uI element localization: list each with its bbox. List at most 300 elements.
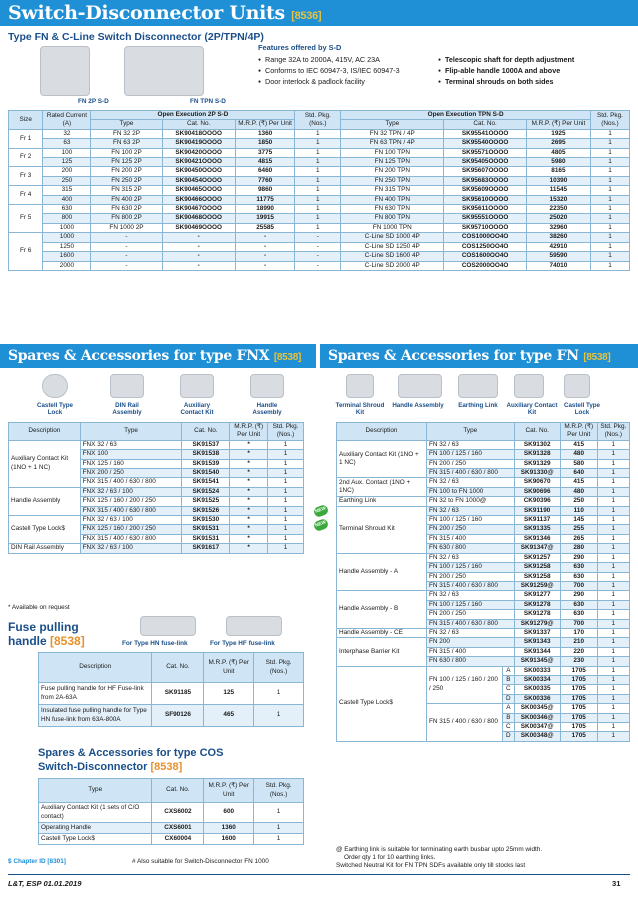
table-cell: 800 <box>43 214 91 223</box>
col-std: Std. Pkg. (Nos.) <box>254 779 304 803</box>
section-header-bar <box>0 0 638 26</box>
fnx-icon-caption: Handle Assembly <box>252 402 282 416</box>
description-cell: Earthing Link <box>337 497 427 506</box>
table-cell: 1 <box>295 167 341 176</box>
table-cell: 1 <box>590 261 629 270</box>
fn-section-title: Type FN & C-Line Switch Disconnector (2P/TPN/4P) <box>8 31 264 43</box>
feature-item: ● Terminal shrouds on both sides <box>438 77 574 88</box>
table-cell: * <box>230 450 268 459</box>
col-type: Type <box>80 423 182 441</box>
table-cell: FN 100 2P <box>91 148 162 157</box>
table-cell: 125 <box>43 158 91 167</box>
table-cell: FNX 125 / 160 <box>80 459 182 468</box>
description-cell: Castell Type Lock$ <box>337 666 427 741</box>
table-cell: 1 <box>597 600 629 609</box>
table-row <box>9 148 630 157</box>
table-cell: 1000 <box>43 223 91 232</box>
table-cell: 1 <box>295 139 341 148</box>
table-cell: 1 <box>268 487 304 496</box>
col-mrp: M.R.P. (₹) Per Unit <box>204 653 254 683</box>
table-cell: 1 <box>590 195 629 204</box>
aux-contact-image <box>180 374 214 398</box>
table-cell: 1 <box>590 186 629 195</box>
earthing-link-image <box>458 374 498 398</box>
table-row <box>9 139 630 148</box>
table-cell: 630 <box>560 572 597 581</box>
features-right <box>438 55 574 89</box>
table-cell: FN 315 TPN <box>341 186 444 195</box>
table-cell: SK91538 <box>182 450 230 459</box>
table-cell: C <box>503 723 515 732</box>
table-cell: SK91337 <box>514 628 560 637</box>
table-cell: FNX 200 / 250 <box>80 469 182 478</box>
col-mrp: M.R.P. (₹) Per Unit <box>235 120 295 129</box>
table-cell: 1 <box>268 516 304 525</box>
table-cell: 25020 <box>526 214 590 223</box>
table-cell: * <box>230 487 268 496</box>
table-cell: SK91278 <box>514 610 560 619</box>
col-type: Type <box>39 779 152 803</box>
hash-note: # Also suitable for Switch-Disconnector FN 1000 <box>132 858 269 865</box>
table-cell: 1 <box>597 506 629 515</box>
table-cell: 1 <box>597 450 629 459</box>
description-cell: Handle Assembly - A <box>337 553 427 591</box>
table-cell: 1 <box>268 506 304 515</box>
table-cell: FN 200 / 250 <box>426 610 514 619</box>
table-cell: FN 200 <box>426 638 514 647</box>
table-cell: 1 <box>597 469 629 478</box>
table-row <box>9 167 630 176</box>
table-cell: 1 <box>597 657 629 666</box>
table-cell: 580 <box>560 459 597 468</box>
table-cell: FN 100 TPN <box>341 148 444 157</box>
cos-table <box>38 778 304 845</box>
table-cell: B <box>503 713 515 722</box>
table-cell: 1 <box>295 129 341 138</box>
table-cell: * <box>230 516 268 525</box>
table-cell: 145 <box>560 516 597 525</box>
col-group-tpn: Open Execution TPN S-D <box>341 111 591 120</box>
table-cell: 400 <box>43 195 91 204</box>
table-cell: 1 <box>597 704 629 713</box>
table-cell: FN 32 / 63 <box>426 478 514 487</box>
table-cell: 1 <box>268 469 304 478</box>
table-cell: SK95710OOOO <box>444 223 526 232</box>
table-cell: SK95571OOOO <box>444 148 526 157</box>
col-std: Std. Pkg. (Nos.) <box>254 653 304 683</box>
table-cell: - <box>162 252 235 261</box>
table-cell: FN 250 2P <box>91 176 162 185</box>
table-cell: SK95610OOOO <box>444 195 526 204</box>
table-cell: 63 <box>43 139 91 148</box>
fn-icon-caption: Earthing Link <box>458 402 498 409</box>
feature-item: ● Conforms to IEC 60947-3, IS/IEC 60947-3 <box>258 66 400 77</box>
table-cell: SK91530 <box>182 516 230 525</box>
table-cell: SK91344 <box>514 647 560 656</box>
table-cell: 110 <box>560 506 597 515</box>
table-cell: FN 315 / 400 <box>426 647 514 656</box>
table-cell: 255 <box>560 525 597 534</box>
hn-fuse-handle-image <box>140 616 196 636</box>
table-cell: SK00345@ <box>514 704 560 713</box>
table-cell: 1705 <box>560 694 597 703</box>
table-cell: SK91259@ <box>514 581 560 590</box>
table-cell: - <box>295 261 341 270</box>
table-cell: 74010 <box>526 261 590 270</box>
size-cell: Fr 1 <box>9 129 43 148</box>
table-cell: 1705 <box>560 704 597 713</box>
table-cell: 1705 <box>560 732 597 741</box>
description-cell: Terminal Shroud Kit <box>337 506 427 553</box>
table-cell: - <box>235 252 295 261</box>
table-cell: Castell Type Lock$ <box>39 834 152 845</box>
table-cell: 1705 <box>560 685 597 694</box>
table-row <box>9 129 630 138</box>
type-cell: FN 315 / 400 / 630 / 800 <box>426 704 502 742</box>
table-row <box>39 803 304 823</box>
table-cell: SK91539 <box>182 459 230 468</box>
table-cell: SK90420OOOO <box>162 148 235 157</box>
table-cell: 1850 <box>235 139 295 148</box>
table-cell: COS1000OO4O <box>444 233 526 242</box>
fnx-icon-caption: Castell Type Lock <box>37 402 73 416</box>
table-cell: 480 <box>560 487 597 496</box>
table-cell: 250 <box>560 497 597 506</box>
table-cell: SK90467OOOO <box>162 205 235 214</box>
table-cell: 170 <box>560 628 597 637</box>
table-cell: 1 <box>590 223 629 232</box>
table-cell: 1 <box>597 713 629 722</box>
table-cell: FN 315 / 400 / 630 / 800 <box>426 619 514 628</box>
table-cell: 1 <box>597 610 629 619</box>
table-cell: SK91526 <box>182 506 230 515</box>
table-cell: 10390 <box>526 176 590 185</box>
table-cell: 3775 <box>235 148 295 157</box>
table-cell: 290 <box>560 591 597 600</box>
table-cell: SK91278 <box>514 600 560 609</box>
table-row <box>9 544 304 553</box>
col-mrp: M.R.P. (₹) Per Unit <box>526 120 590 129</box>
table-row <box>337 497 630 506</box>
table-cell: SK91302 <box>514 440 560 449</box>
table-cell: 1360 <box>235 129 295 138</box>
table-cell: SK90670 <box>514 478 560 487</box>
table-cell: * <box>230 506 268 515</box>
table-cell: 59590 <box>526 252 590 261</box>
table-cell: SK00346@ <box>514 713 560 722</box>
table-row <box>9 487 304 496</box>
table-cell: B <box>503 675 515 684</box>
table-cell: FN 315 / 400 <box>426 534 514 543</box>
table-cell: * <box>230 469 268 478</box>
castell-lock-image <box>42 374 68 398</box>
table-row <box>9 252 630 261</box>
table-cell: C-Line SD 1250 4P <box>341 242 444 251</box>
table-cell: 1 <box>590 158 629 167</box>
features-title: Features offered by S-D <box>258 43 342 52</box>
table-cell: SK91328 <box>514 450 560 459</box>
description-cell: Handle Assembly <box>9 487 81 515</box>
type-cell: FN 100 / 125 / 160 / 200 / 250 <box>426 666 502 704</box>
table-cell: 1 <box>590 205 629 214</box>
table-cell: CX60004 <box>152 834 204 845</box>
table-cell: FN 100 to FN 1000 <box>426 487 514 496</box>
table-cell: FN 1000 TPN <box>341 223 444 232</box>
description-cell: Auxiliary Contact Kit (1NO + 1 NC) <box>9 440 81 487</box>
table-cell: SK00347@ <box>514 723 560 732</box>
table-cell: SK91347@ <box>514 544 560 553</box>
fn-price-table <box>8 110 630 271</box>
table-row <box>9 516 304 525</box>
col-type: Type <box>341 120 444 129</box>
table-cell: - <box>91 242 162 251</box>
table-cell: 8165 <box>526 167 590 176</box>
fuse-table <box>38 652 304 727</box>
table-cell: A <box>503 666 515 675</box>
description-cell: Handle Assembly - CE <box>337 628 427 637</box>
fn-acc-table <box>336 422 630 742</box>
fn-icon-caption: Castell Type Lock <box>564 402 600 416</box>
table-cell: FN 100 / 125 / 160 <box>426 600 514 609</box>
col-cat: Cat. No. <box>444 120 526 129</box>
table-row <box>9 195 630 204</box>
table-cell: - <box>162 242 235 251</box>
table-cell: 1 <box>268 525 304 534</box>
table-cell: FN 400 2P <box>91 195 162 204</box>
table-row <box>9 440 304 449</box>
table-cell: FN 125 2P <box>91 158 162 167</box>
table-cell: SK91258 <box>514 572 560 581</box>
table-row <box>337 553 630 562</box>
table-cell: 1 <box>268 544 304 553</box>
fnx-note: * Available on request <box>8 604 70 611</box>
col-rated: Rated Current (A) <box>43 111 91 130</box>
table-cell: 265 <box>560 534 597 543</box>
table-cell: 1705 <box>560 675 597 684</box>
table-row <box>337 478 630 487</box>
table-cell: 1 <box>597 732 629 741</box>
table-cell: FN 32 / 63 <box>426 553 514 562</box>
description-cell: 2nd Aux. Contact (1NO + 1NC) <box>337 478 427 497</box>
handle-assembly-image <box>250 374 284 398</box>
table-cell: SK91541 <box>182 478 230 487</box>
table-cell: FN 100 / 125 / 160 <box>426 563 514 572</box>
table-cell: SK91345@ <box>514 657 560 666</box>
col-std: Std. Pkg. (Nos.) <box>597 423 629 441</box>
table-cell: 1 <box>597 581 629 590</box>
table-cell: SK91258 <box>514 563 560 572</box>
table-cell: FNX 315 / 400 / 630 / 800 <box>80 478 182 487</box>
table-cell: D <box>503 732 515 741</box>
table-cell: FN 250 TPN <box>341 176 444 185</box>
feature-item: ● Flip-able handle 1000A and above <box>438 66 574 77</box>
table-cell: 4805 <box>526 148 590 157</box>
table-cell: Insulated fuse pulling handle for Type HN fuse-link from 63A-800A <box>39 705 152 727</box>
table-cell: FN 32 / 63 <box>426 591 514 600</box>
table-cell: 1 <box>268 478 304 487</box>
table-cell: SK95551OOOO <box>444 214 526 223</box>
table-cell: 630 <box>560 563 597 572</box>
table-cell: 1 <box>597 459 629 468</box>
table-cell: - <box>162 233 235 242</box>
table-cell: 230 <box>560 657 597 666</box>
table-cell: - <box>235 261 295 270</box>
table-cell: FNX 32 / 63 / 100 <box>80 487 182 496</box>
table-cell: SK95683OOOO <box>444 176 526 185</box>
new-badge: NEW <box>313 504 330 518</box>
description-cell: Handle Assembly - B <box>337 591 427 629</box>
table-cell: 1 <box>597 525 629 534</box>
table-cell: FNX 32 / 63 / 100 <box>80 544 182 553</box>
table-cell: 1 <box>590 214 629 223</box>
description-cell: Castell Type Lock$ <box>9 516 81 544</box>
table-cell: 1 <box>268 440 304 449</box>
table-cell: 200 <box>43 167 91 176</box>
footer-rule <box>8 874 630 875</box>
table-cell: 280 <box>560 544 597 553</box>
fnx-icon-caption: DIN Rail Assembly <box>112 402 142 416</box>
hf-fuse-handle-image <box>226 616 282 636</box>
table-cell: 480 <box>560 450 597 459</box>
page-number: 31 <box>612 879 621 888</box>
table-row <box>337 440 630 449</box>
table-cell: 1 <box>590 148 629 157</box>
table-row <box>9 214 630 223</box>
table-cell: FN 200 / 250 <box>426 525 514 534</box>
table-cell: SK91137 <box>514 516 560 525</box>
table-cell: 1 <box>254 823 304 834</box>
table-cell: 1925 <box>526 129 590 138</box>
table-cell: 1 <box>597 666 629 675</box>
table-cell: 6460 <box>235 167 295 176</box>
table-cell: 1 <box>597 675 629 684</box>
table-cell: FN 400 TPN <box>341 195 444 204</box>
table-cell: C-Line SD 1000 4P <box>341 233 444 242</box>
table-cell: FN 630 / 800 <box>426 657 514 666</box>
table-cell: FN 32 to FN 1000@ <box>426 497 514 506</box>
table-cell: 32960 <box>526 223 590 232</box>
table-cell: 1705 <box>560 723 597 732</box>
table-cell: FNX 125 / 160 / 200 / 250 <box>80 497 182 506</box>
table-cell: 1000 <box>43 233 91 242</box>
table-row <box>9 261 630 270</box>
table-cell: 1 <box>268 450 304 459</box>
table-cell: FN 32 2P <box>91 129 162 138</box>
features-left <box>258 55 400 89</box>
aux-contact-image <box>514 374 544 398</box>
table-cell: 7760 <box>235 176 295 185</box>
size-cell: Fr 5 <box>9 205 43 233</box>
table-cell: * <box>230 459 268 468</box>
table-cell: 250 <box>43 176 91 185</box>
table-cell: SK95405OOOO <box>444 158 526 167</box>
table-cell: 42910 <box>526 242 590 251</box>
table-cell: 1 <box>268 534 304 543</box>
table-cell: 1 <box>590 129 629 138</box>
table-cell: 1 <box>597 723 629 732</box>
fn-2p-image <box>40 46 90 96</box>
table-cell: SK91279@ <box>514 619 560 628</box>
col-cat: Cat. No. <box>152 653 204 683</box>
table-cell: 630 <box>560 600 597 609</box>
table-cell: FN 315 / 400 / 630 / 800 <box>426 581 514 590</box>
table-cell: - <box>235 242 295 251</box>
table-cell: FNX 125 / 160 / 200 / 250 <box>80 525 182 534</box>
table-cell: 1 <box>597 563 629 572</box>
col-desc: Description <box>337 423 427 441</box>
table-cell: - <box>91 261 162 270</box>
table-cell: - <box>162 261 235 270</box>
table-cell: 38260 <box>526 233 590 242</box>
table-cell: FN 800 TPN <box>341 214 444 223</box>
table-cell: 1 <box>295 176 341 185</box>
table-cell: 1 <box>597 628 629 637</box>
table-cell: 1 <box>268 459 304 468</box>
table-cell: SK00334 <box>514 675 560 684</box>
table-cell: 1 <box>295 205 341 214</box>
table-cell: 1 <box>597 647 629 656</box>
table-cell: FNX 32 / 63 / 100 <box>80 516 182 525</box>
fn-icon-caption: Handle Assembly <box>392 402 444 409</box>
col-mrp: M.R.P. (₹) Per Unit <box>230 423 268 441</box>
chapter-note: $ Chapter ID [8301] <box>8 858 66 865</box>
table-row <box>9 242 630 251</box>
table-cell: FNX 32 / 63 <box>80 440 182 449</box>
table-cell: 100 <box>43 148 91 157</box>
fn-acc-title: Spares & Accessories for type FN [8538] <box>328 348 611 364</box>
table-cell: 465 <box>204 705 254 727</box>
table-cell: C <box>503 685 515 694</box>
table-cell: SK90466OOOO <box>162 195 235 204</box>
table-cell: SK91525 <box>182 497 230 506</box>
table-cell: 1 <box>590 252 629 261</box>
table-cell: 2000 <box>43 261 91 270</box>
col-std: Std. Pkg. (Nos.) <box>268 423 304 441</box>
table-cell: - <box>235 233 295 242</box>
description-cell: Auxiliary Contact Kit (1NO + 1 NC) <box>337 440 427 478</box>
table-row <box>337 638 630 647</box>
table-cell: SK91277 <box>514 591 560 600</box>
table-cell: 1705 <box>560 713 597 722</box>
fnx-title: Spares & Accessories for type FNX [8538] <box>8 348 301 364</box>
table-cell: 415 <box>560 440 597 449</box>
table-cell: SK95541OOOO <box>444 129 526 138</box>
table-cell: 1 <box>597 572 629 581</box>
table-cell: SK91190 <box>514 506 560 515</box>
castell-lock-image <box>564 374 590 398</box>
table-cell: SK91537 <box>182 440 230 449</box>
fn-acc-notes: @ Earthing link is suitable for terminating earth busbar upto 25mm width. Order qty 1 for 10 earthing links. Switched Neutral Kit for FN TPN SDFs available only till stocks last <box>336 846 543 869</box>
table-cell: 1 <box>295 158 341 167</box>
table-cell: 630 <box>43 205 91 214</box>
table-cell: - <box>295 252 341 261</box>
fnx-table <box>8 422 304 554</box>
table-cell: SK90454OOOO <box>162 176 235 185</box>
table-cell: - <box>295 233 341 242</box>
table-row <box>39 823 304 834</box>
table-cell: 220 <box>560 647 597 656</box>
table-cell: CXS6002 <box>152 803 204 823</box>
table-cell: - <box>91 233 162 242</box>
table-cell: SK00333 <box>514 666 560 675</box>
table-cell: SK90465OOOO <box>162 186 235 195</box>
table-cell: 700 <box>560 581 597 590</box>
table-cell: FNX 315 / 400 / 630 / 800 <box>80 506 182 515</box>
table-cell: 15320 <box>526 195 590 204</box>
description-cell: Interphase Barrier Kit <box>337 638 427 666</box>
col-cat: Cat. No. <box>514 423 560 441</box>
table-cell: FN 200 2P <box>91 167 162 176</box>
